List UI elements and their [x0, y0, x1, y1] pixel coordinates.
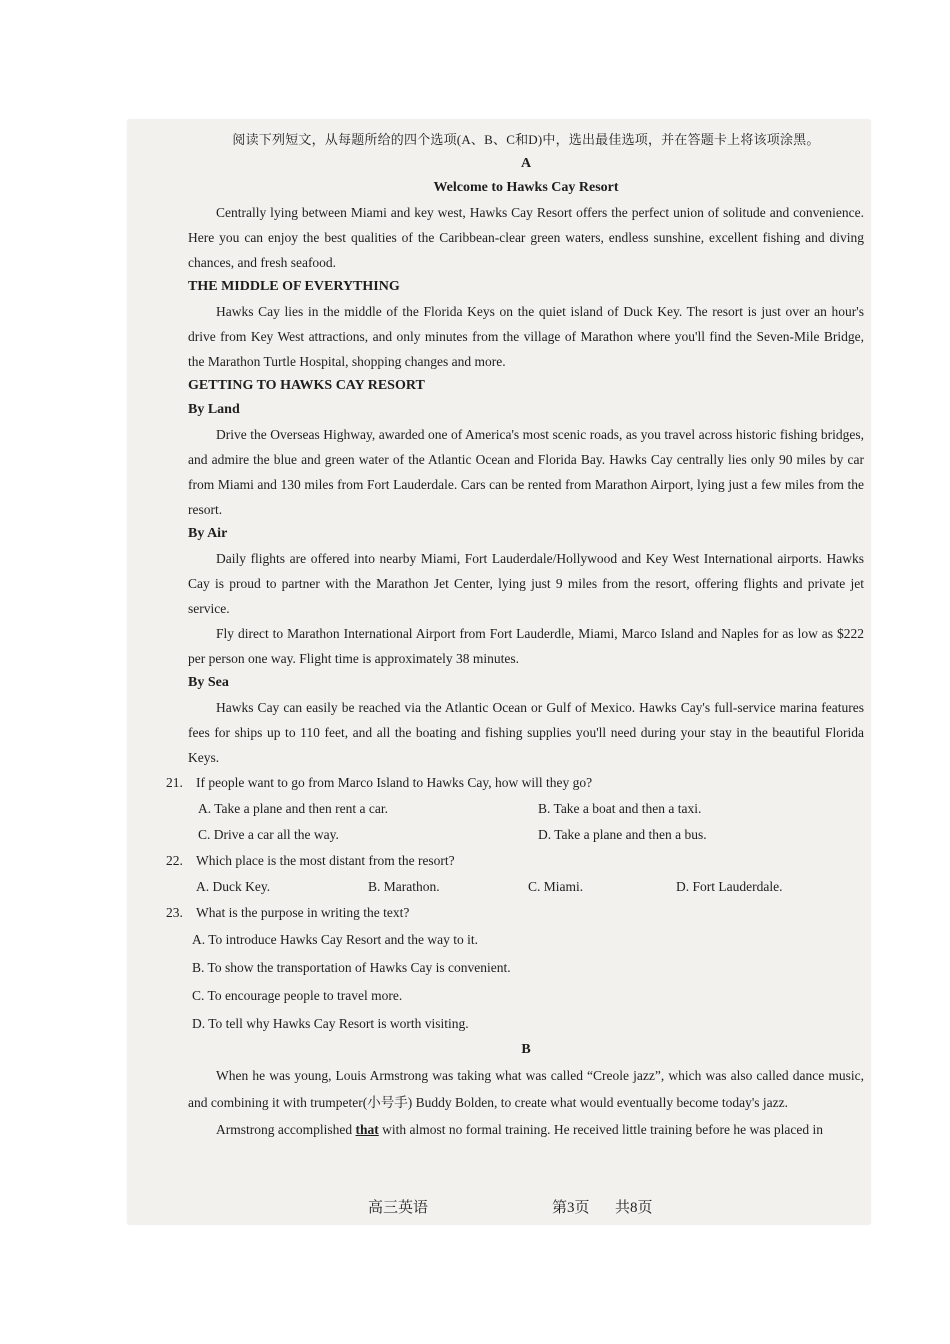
q21-text: If people want to go from Marco Island to Hawks Cay, how will they go?	[196, 775, 593, 790]
q22-number: 22.	[166, 853, 183, 868]
q23-number: 23.	[166, 905, 183, 920]
q21-option-a: A. Take a plane and then rent a car.	[198, 801, 388, 816]
getting-heading: GETTING TO HAWKS CAY RESORT	[188, 378, 425, 393]
q23-option-a: A. To introduce Hawks Cay Resort and the way to it.	[192, 932, 479, 947]
q21-number: 21.	[166, 775, 183, 790]
middle-paragraph: Hawks Cay lies in the middle of the Florida Keys on the quiet island of Duck Key. The resort is just over an hour's drive from Key West attractions, and only minutes from the village of Marathon where you'll find the Seven-Mile Bridge, the Marathon Turtle Hospital, shopping changes and more.	[188, 304, 864, 369]
q21-option-b: B. Take a boat and then a taxi.	[538, 801, 702, 816]
q23-text: What is the purpose in writing the text?	[196, 905, 410, 920]
p2-end: with almost no formal training. He received little training before he was placed in	[378, 1122, 823, 1137]
q22-option-a: A. Duck Key.	[196, 879, 271, 894]
air-paragraph-1: Daily flights are offered into nearby Miami, Fort Lauderdale/Hollywood and Key West International airports. Hawks Cay is proud to partner with the Marathon Jet Center, lying just 9 miles from the resort, offering flights and private jet service.	[188, 551, 864, 616]
q21-option-c: C. Drive a car all the way.	[198, 827, 339, 842]
q21-option-d: D. Take a plane and then a bus.	[538, 827, 707, 842]
footer-page: 第3页	[552, 1200, 590, 1216]
sea-heading: By Sea	[188, 675, 229, 690]
instruction: 阅读下列短文，从每题所给的四个选项(A、B、C和D)中，选出最佳选项，并在答题卡上将该项涂黑。	[232, 132, 820, 147]
question-21	[166, 770, 864, 848]
p2-start: Armstrong accomplished	[216, 1122, 356, 1137]
air-heading: By Air	[188, 526, 228, 541]
footer-total: 共8页	[615, 1200, 653, 1216]
section-b-paragraph-2	[188, 1116, 864, 1143]
q23-option-d: D. To tell why Hawks Cay Resort is worth visiting.	[192, 1016, 469, 1031]
sea-paragraph: Hawks Cay can easily be reached via the Atlantic Ocean or Gulf of Mexico. Hawks Cay's full-service marina features fees for ships up to 110 feet, and all the boating and fishing supplies you'll need during your stay in the beautiful Florida Keys.	[188, 700, 864, 765]
middle-heading: THE MIDDLE OF EVERYTHING	[188, 279, 400, 294]
land-heading: By Land	[188, 402, 240, 417]
footer-subject: 高三英语	[368, 1200, 429, 1216]
land-paragraph: Drive the Overseas Highway, awarded one of America's most scenic roads, as you travel across historic fishing bridges, and admire the blue and green water of the Atlantic Ocean and Florida Bay. Hawks Cay centrally lies only 90 miles by car from Miami and 130 miles from Fort Lauderdale. Cars can be rented from Marathon Airport, lying just a few miles from the resort.	[188, 427, 864, 517]
q23-option-b: B. To show the transportation of Hawks Cay is convenient.	[192, 960, 511, 975]
q22-text: Which place is the most distant from the resort?	[196, 853, 455, 868]
q22-option-d: D. Fort Lauderdale.	[676, 879, 783, 894]
exam-content	[166, 128, 864, 1143]
question-22	[166, 848, 864, 900]
underlined-word: that	[355, 1122, 379, 1137]
q23-option-c: C. To encourage people to travel more.	[192, 988, 403, 1003]
intro-paragraph: Centrally lying between Miami and key west, Hawks Cay Resort offers the perfect union of solitude and convenience. Here you can enjoy the best qualities of the Caribbean-clear green waters, endless sunshine, excellent fishing and diving chances, and fresh seafood.	[188, 205, 864, 270]
air-paragraph-2: Fly direct to Marathon International Airport from Fort Lauderdle, Miami, Marco Island and Naples for as low as $222 per person one way. Flight time is approximately 38 minutes.	[188, 626, 864, 666]
section-b-paragraph-1: When he was young, Louis Armstrong was taking what was called “Creole jazz”, which was also called dance music, and combining it with trumpeter(小号手) Buddy Bolden, to create what would eventually become today's jazz.	[188, 1068, 864, 1110]
passage-title: Welcome to Hawks Cay Resort	[433, 180, 619, 195]
q22-option-c: C. Miami.	[528, 879, 584, 894]
q22-option-b: B. Marathon.	[368, 879, 440, 894]
section-a-label: A	[520, 156, 532, 171]
question-23	[166, 900, 864, 1038]
section-b-label: B	[521, 1042, 531, 1057]
